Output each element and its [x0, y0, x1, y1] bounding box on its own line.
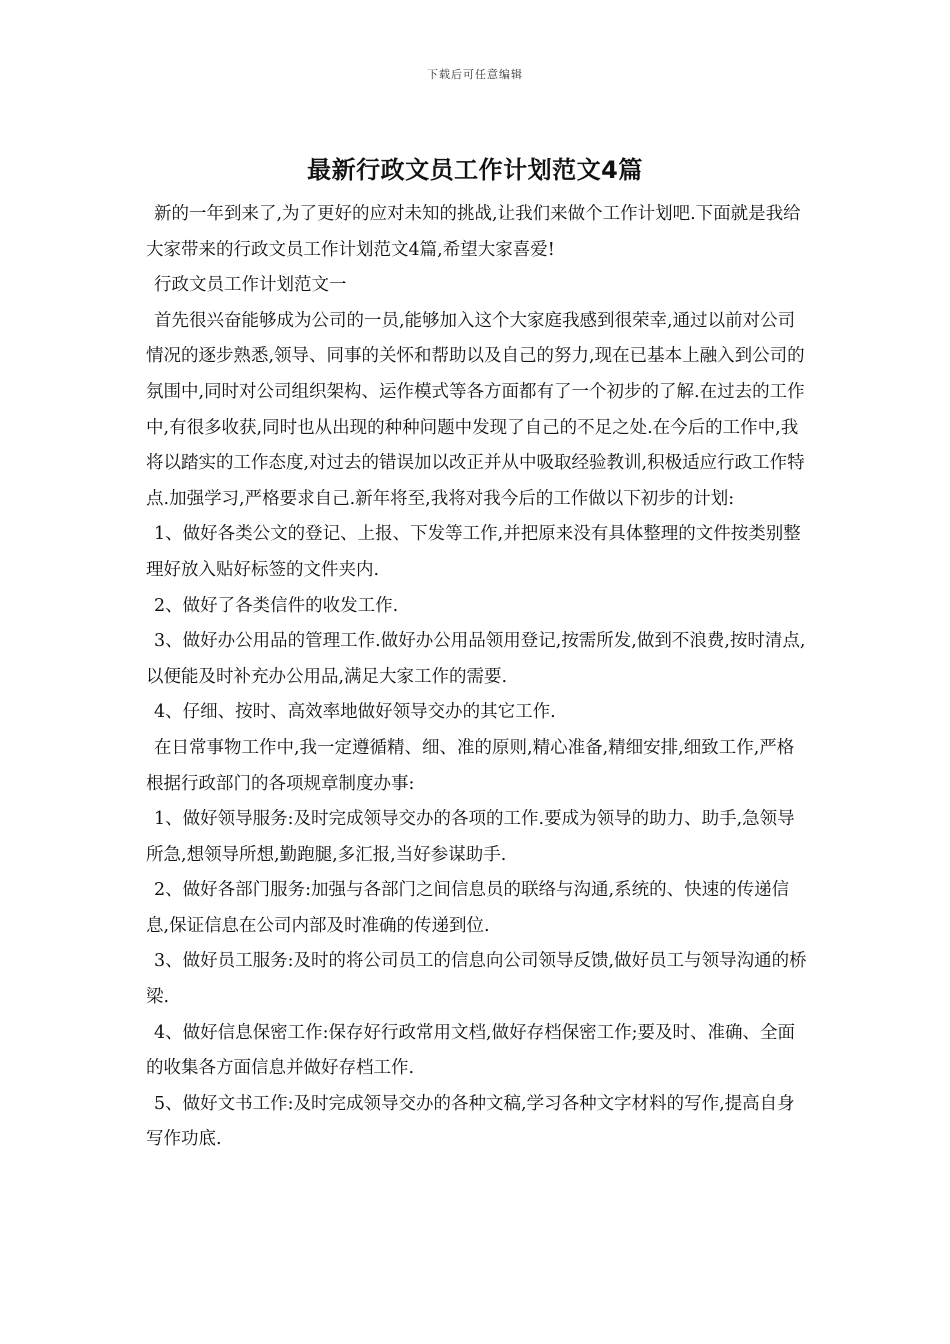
list-item: 5、做好文书工作:及时完成领导交办的各种文稿,学习各种文字材料的写作,提高自身写作功底. — [146, 1093, 795, 1150]
list-item: 1、做好各类公文的登记、上报、下发等工作,并把原来没有具体整理的文件按类别整理好放入贴好标签的文件夹内. — [146, 524, 801, 580]
document-body — [146, 197, 811, 1158]
list-item: 1、做好领导服务:及时完成领导交办的各项的工作.要成为领导的助力、助手,急领导所急,想领导所想,勤跑腿,多汇报,当好参谋助手. — [146, 809, 795, 865]
page-header-note: 下载后可任意编辑 — [427, 68, 523, 81]
list-item: 4、做好信息保密工作:保存好行政常用文档,做好存档保密工作;要及时、准确、全面的收集各方面信息并做好存档工作. — [146, 1022, 795, 1079]
document-title: 最新行政文员工作计划范文4篇 — [307, 156, 643, 184]
body-paragraph: 在日常事物工作中,我一定遵循精、细、准的原则,精心准备,精细安排,细致工作,严格根据行政部门的各项规章制度办事: — [146, 737, 795, 794]
list-item: 3、做好办公用品的管理工作.做好办公用品领用登记,按需所发,做到不浪费,按时清点,以便能及时补充办公用品,满足大家工作的需要. — [146, 631, 806, 687]
section-heading: 行政文员工作计划范文一 — [154, 275, 347, 296]
list-item: 2、做好了各类信件的收发工作. — [154, 595, 399, 616]
list-item: 4、仔细、按时、高效率地做好领导交办的其它工作. — [154, 702, 556, 723]
body-paragraph: 首先很兴奋能够成为公司的一员,能够加入这个大家庭我感到很荣幸,通过以前对公司情况的逐步熟悉,领导、同事的关怀和帮助以及自己的努力,现在已基本上融入到公司的氛围中,同时对公司组织架构、运作模式等各方面都有了一个初步的了解.在过去的工作中,有很多收获,同时也从出现的种种问题中发现了自己的不足之处.在今后的工作中,我将以踏实的工作态度,对过去的错误加以改正并从中吸取经验教训,积极适应行政工作特点.加强学习,严格要求自己.新年将至,我将对我今后的工作做以下初步的计划: — [146, 310, 805, 509]
list-item: 3、做好员工服务:及时的将公司员工的信息向公司领导反馈,做好员工与领导沟通的桥梁. — [146, 951, 807, 1008]
list-item: 2、做好各部门服务:加强与各部门之间信息员的联络与沟通,系统的、快速的传递信息,保证信息在公司内部及时准确的传递到位. — [146, 880, 790, 936]
intro-paragraph: 新的一年到来了,为了更好的应对未知的挑战,让我们来做个工作计划吧.下面就是我给大家带来的行政文员工作计划范文4篇,希望大家喜爱! — [146, 204, 801, 260]
